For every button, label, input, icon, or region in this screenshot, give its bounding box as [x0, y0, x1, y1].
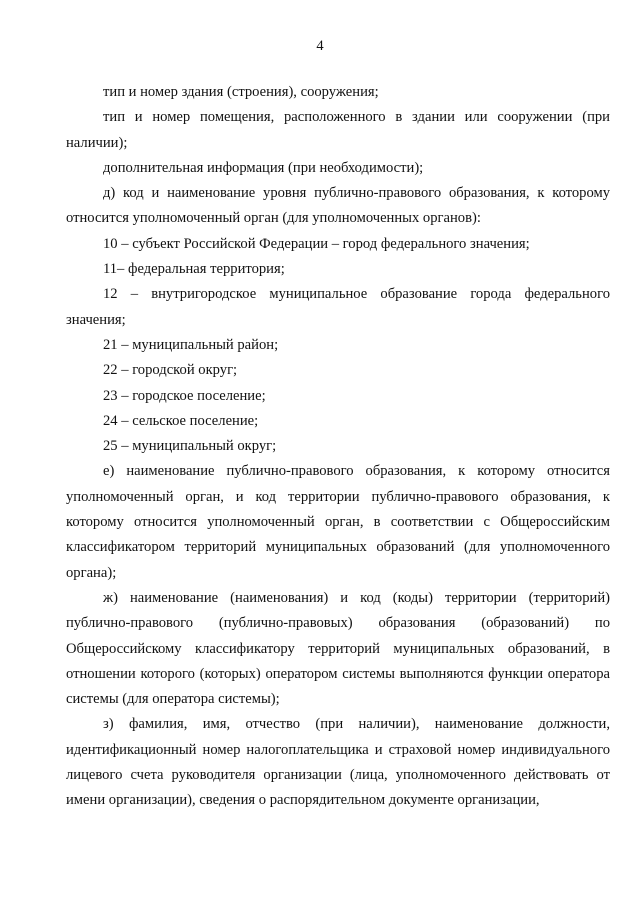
paragraph-building-type: тип и номер здания (строения), сооружения; [103, 84, 379, 100]
paragraph-code-23: 23 – городское поселение; [103, 387, 266, 404]
paragraph-code-21: 21 – муниципальный район; [103, 336, 279, 353]
paragraph-code-10: 10 – субъект Российской Федерации – город федерального значения; [103, 235, 530, 252]
paragraph-item-zh: ж) наименование (наименования) и код (коды) территории (территорий) публично-правового (публично-правовых) образования (образований) по Общероссийскому классификатору территорий муниципальных образований, в отношении которого (которых) оператором системы выполняются функции оператора системы (для оператора системы); [66, 589, 610, 708]
paragraph-item-z: з) фамилия, имя, отчество (при наличии), наименование должности, идентификационный номер налогоплательщика и страховой номер индивидуального лицевого счета руководителя организации (лица, уполномоченного действовать от имени организации), сведения о распорядительном документе организации, [66, 716, 610, 809]
paragraph-room-type: тип и номер помещения, расположенного в здании или сооружении (при наличии); [66, 109, 610, 151]
paragraph-item-e: е) наименование публично-правового образования, к которому относится уполномоченный орган, и код территории публично-правового образования, к которому относится уполномоченный орган, в соответствии с Общероссийским классификатором территорий муниципальных образований (для уполномоченного органа); [66, 463, 610, 581]
paragraph-code-25: 25 – муниципальный округ; [103, 438, 277, 455]
paragraph-additional-info: дополнительная информация (при необходимости); [103, 159, 424, 176]
paragraph-code-12: 12 – внутригородское муниципальное образование города федерального значения; [66, 286, 610, 328]
paragraph-code-24: 24 – сельское поселение; [103, 412, 259, 429]
paragraph-item-d: д) код и наименование уровня публично-правового образования, к которому относится уполномоченный орган (для уполномоченных органов): [66, 185, 610, 227]
paragraph-code-11: 11– федеральная территория; [103, 261, 285, 278]
document-body [66, 80, 610, 814]
page-number: 4 [316, 38, 324, 54]
paragraph-code-22: 22 – городской округ; [103, 362, 238, 379]
